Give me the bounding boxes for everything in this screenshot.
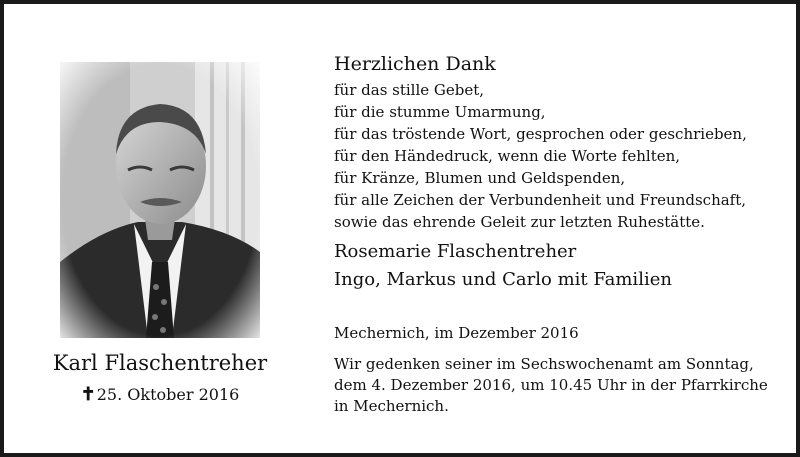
- thanks-line: für das tröstende Wort, gesprochen oder geschrieben,: [334, 125, 747, 143]
- signers: [334, 238, 672, 294]
- memorial-service-notice: [334, 354, 768, 417]
- death-date: 25. Oktober 2016: [96, 385, 240, 404]
- thanks-lines: [334, 79, 747, 233]
- thanks-line: für den Händedruck, wenn die Worte fehlten,: [334, 147, 681, 165]
- signer-line: Ingo, Markus und Carlo mit Familien: [334, 269, 672, 290]
- service-line: in Mechernich.: [334, 397, 449, 415]
- service-line: dem 4. Dezember 2016, um 10.45 Uhr in der Pfarrkirche: [334, 376, 768, 394]
- thanks-line: sowie das ehrende Geleit zur letzten Ruhestätte.: [334, 213, 705, 231]
- thanks-line: für Kränze, Blumen und Geldspenden,: [334, 169, 626, 187]
- thanks-heading: Herzlichen Dank: [334, 53, 496, 75]
- place-date: Mechernich, im Dezember 2016: [334, 324, 579, 342]
- thanks-line: für alle Zeichen der Verbundenheit und Freundschaft,: [334, 191, 747, 209]
- service-line: Wir gedenken seiner im Sechswochenamt am Sonntag,: [334, 355, 754, 373]
- death-date-line: [32, 385, 288, 405]
- signer-line: Rosemarie Flaschentreher: [334, 241, 577, 262]
- thanks-line: für das stille Gebet,: [334, 81, 485, 99]
- thanks-line: für die stumme Umarmung,: [334, 103, 546, 121]
- deceased-name: Karl Flaschentreher: [52, 351, 268, 375]
- cross-icon: ✝: [80, 384, 96, 405]
- portrait-photo: [60, 62, 260, 338]
